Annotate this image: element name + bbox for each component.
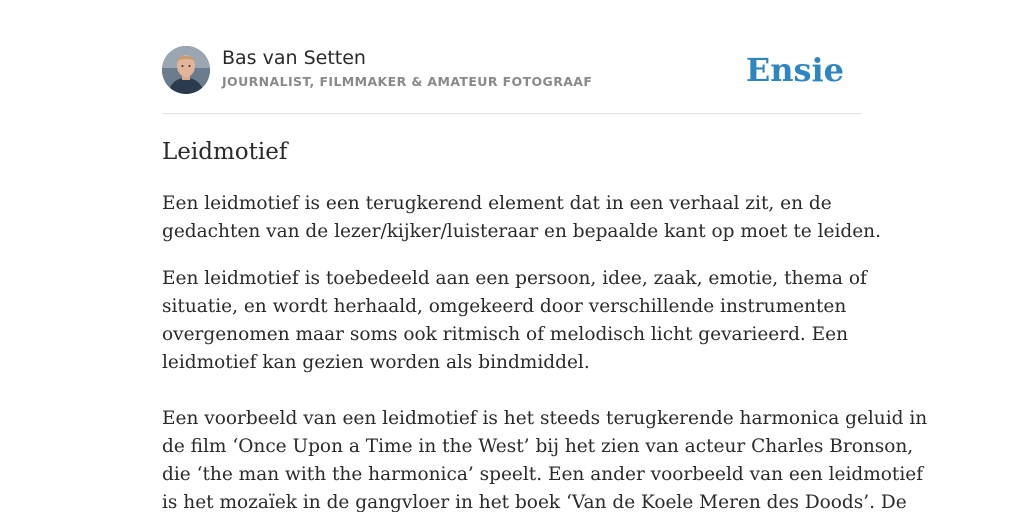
paragraph-line: de film ‘Once Upon a Time in the West’ bij het zien van acteur Charles Bronson, xyxy=(162,436,914,457)
paragraph-line: situatie, en wordt herhaald, omgekeerd door verschillende instrumenten xyxy=(162,296,847,317)
paragraph-line: is het mozaïek in de gangvloer in het boek ‘Van de Koele Meren des Doods’. De xyxy=(162,492,907,512)
header-divider xyxy=(162,113,862,114)
paragraph-line: die ‘the man with the harmonica’ speelt. Een ander voorbeeld van een leidmotief xyxy=(162,464,924,485)
paragraph-line: Een leidmotief is toebedeeld aan een persoon, idee, zaak, emotie, thema of xyxy=(162,268,867,289)
brand-logo[interactable]: Ensie xyxy=(745,51,844,89)
paragraph-line: gedachten van de lezer/kijker/luisteraar en bepaalde kant op moet te leiden. xyxy=(162,221,881,242)
paragraph-line: Een leidmotief is een terugkerend element dat in een verhaal zit, en de xyxy=(162,193,832,214)
paragraph xyxy=(162,405,928,512)
paragraph-gap xyxy=(162,246,862,265)
author-header xyxy=(162,46,862,96)
paragraph-gap xyxy=(162,377,862,405)
article-title: Leidmotief xyxy=(162,139,288,165)
author-name[interactable]: Bas van Setten xyxy=(222,47,366,69)
article-body xyxy=(162,190,928,512)
paragraph-line: leidmotief kan gezien worden als bindmiddel. xyxy=(162,352,590,373)
paragraph xyxy=(162,265,867,377)
avatar-photo-icon xyxy=(162,46,210,94)
paragraph-line: overgenomen maar soms ook ritmisch of melodisch licht gevarieerd. Een xyxy=(162,324,849,345)
author-description: JOURNALIST, FILMMAKER & AMATEUR FOTOGRAAF xyxy=(222,74,593,89)
paragraph xyxy=(162,190,881,246)
paragraph-line: Een voorbeeld van een leidmotief is het steeds terugkerende harmonica geluid in xyxy=(162,408,928,429)
author-avatar[interactable] xyxy=(162,46,210,94)
